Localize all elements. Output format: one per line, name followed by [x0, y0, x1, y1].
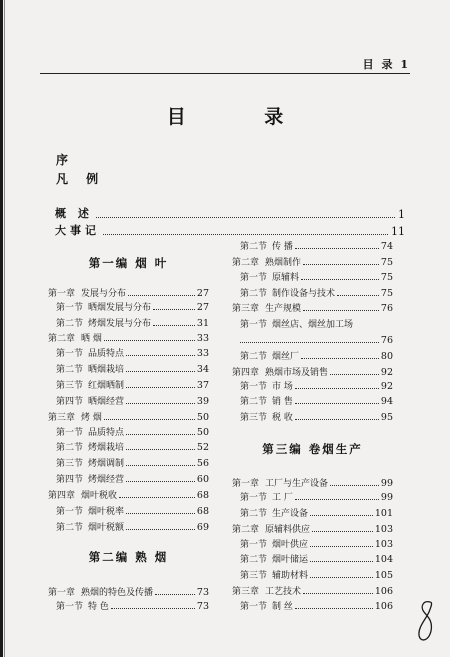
page-number: 33 — [196, 333, 209, 344]
leader-dots — [295, 419, 379, 420]
page-number: 50 — [196, 412, 209, 423]
page-spine — [0, 0, 3, 657]
toc-entry-section[interactable] — [232, 395, 393, 407]
toc-entry-section[interactable] — [48, 441, 209, 453]
entry-number: 第一章 — [48, 588, 76, 598]
leader-dots — [119, 497, 195, 498]
page-number: 39 — [196, 396, 209, 407]
entry-number: 第二节 — [56, 443, 84, 453]
entry-title: 工艺技术 — [265, 587, 302, 597]
page-number: 75 — [380, 272, 393, 283]
entry-title: 晒 烟 — [81, 334, 102, 344]
entry-number: 第二节 — [56, 319, 84, 329]
leader-dots — [126, 529, 195, 530]
page-number: 73 — [196, 587, 209, 598]
page-number: 75 — [380, 257, 393, 268]
toc-entry-section[interactable] — [232, 318, 393, 330]
toc-entry-section[interactable] — [232, 507, 393, 519]
entry-title: 传 播 — [272, 242, 293, 252]
entry-number: 第四章 — [232, 368, 260, 378]
leader-dots — [103, 234, 388, 235]
page-number: 92 — [380, 367, 393, 378]
leader-dots — [337, 295, 379, 296]
toc-entry-section[interactable] — [48, 347, 209, 359]
entry-number: 第三节 — [56, 459, 84, 469]
toc-entry-section[interactable] — [232, 538, 393, 550]
toc-entry-chapter[interactable] — [232, 366, 393, 378]
page-number: 76 — [380, 303, 393, 314]
page-spine-edge — [4, 0, 5, 657]
leader-dots — [310, 515, 373, 516]
entry-number: 第二章 — [232, 525, 260, 535]
toc-entry-section[interactable] — [232, 271, 393, 283]
leader-dots — [295, 248, 379, 249]
toc-entry-section[interactable] — [232, 491, 393, 503]
entry-number: 第二章 — [48, 334, 76, 344]
page-number: 95 — [380, 412, 393, 423]
entry-title: 烟丝店、烟丝加工场 — [272, 320, 354, 330]
header-rule — [40, 73, 410, 74]
entry-title: 发展与分布 — [81, 289, 127, 299]
entry-number: 第四章 — [48, 491, 76, 501]
entry-title: 烟丝厂 — [272, 352, 300, 362]
page-number: 37 — [196, 380, 209, 391]
leader-dots — [126, 355, 195, 356]
entry-title: 品质特点 — [88, 428, 125, 438]
leader-dots — [310, 546, 373, 547]
page-number: 33 — [196, 348, 209, 359]
entry-number: 第一节 — [56, 428, 84, 438]
entry-number: 第二节 — [56, 365, 84, 375]
leader-dots — [153, 325, 195, 326]
toc-entry-section[interactable] — [48, 317, 209, 329]
part-heading: 第一编 烟 叶 — [88, 256, 169, 270]
toc-entry-section[interactable] — [232, 553, 393, 565]
entry-title: 烟叶税收 — [81, 491, 118, 501]
handwritten-page-mark — [414, 598, 440, 646]
entry-title: 熟烟市场及销售 — [265, 368, 329, 378]
entry-number: 第二节 — [240, 352, 268, 362]
entry-title: 晒烟发展与分布 — [88, 303, 152, 313]
toc-entry-section[interactable] — [48, 363, 209, 375]
entry-number: 第三节 — [240, 571, 268, 581]
page-number: 27 — [196, 288, 209, 299]
toc-entry-section[interactable] — [232, 240, 393, 252]
page-number: 69 — [196, 522, 209, 533]
header-text: 目 录 1 — [362, 58, 410, 71]
entry-title: 烟叶税率 — [88, 507, 125, 517]
entry-title: 税 收 — [272, 413, 293, 423]
toc-entry-section[interactable] — [232, 380, 393, 392]
leader-dots — [126, 371, 195, 372]
guide-entry[interactable]: 凡 例 — [56, 172, 106, 186]
toc-entry-section[interactable] — [48, 473, 209, 485]
leader-dots — [126, 481, 195, 482]
page-number: 103 — [374, 524, 393, 535]
entry-label: 概 述 — [55, 207, 93, 220]
entry-title: 销 售 — [272, 397, 293, 407]
toc-entry-chapter[interactable] — [232, 256, 393, 268]
leader-dots — [128, 295, 195, 296]
leader-dots — [240, 342, 379, 343]
entry-number: 第二节 — [240, 509, 268, 519]
part-heading: 第二编 熟 烟 — [88, 550, 169, 564]
entry-title: 市 场 — [272, 382, 293, 392]
toc-entry-section[interactable] — [232, 600, 393, 612]
toc-entry-section[interactable] — [48, 521, 209, 533]
page-number: 101 — [374, 508, 393, 519]
entry-title: 烟叶税额 — [88, 523, 125, 533]
page-number: 80 — [380, 351, 393, 362]
entry-label: 大事记 — [55, 224, 100, 237]
leader-dots — [126, 387, 195, 388]
page-number: 73 — [196, 601, 209, 612]
entry-title: 辅助材料 — [272, 571, 309, 581]
page-number: 11 — [391, 225, 405, 238]
entry-number: 第一章 — [232, 479, 260, 489]
page-number: 50 — [196, 427, 209, 438]
leader-dots — [104, 419, 195, 420]
leader-dots — [301, 358, 379, 359]
entry-title: 制作设备与技术 — [272, 289, 336, 299]
entry-title: 烤烟经营 — [88, 475, 125, 485]
toc-entry-section[interactable] — [232, 350, 393, 362]
entry-title: 生产规模 — [265, 304, 302, 314]
entry-title: 烤 烟 — [81, 413, 102, 423]
toc-entry-continuation[interactable] — [232, 334, 393, 346]
toc-entry-chapter[interactable] — [232, 523, 393, 535]
toc-entry-section[interactable] — [48, 505, 209, 517]
toc-entry-section[interactable] — [48, 379, 209, 391]
entry-title: 烤烟发展与分布 — [88, 319, 152, 329]
toc-entry-section[interactable] — [48, 301, 209, 313]
page-number: 92 — [380, 381, 393, 392]
leader-dots — [295, 403, 379, 404]
entry-title: 晒烟经营 — [88, 397, 125, 407]
page-number: 106 — [374, 586, 393, 597]
toc-entry-chapter[interactable] — [48, 489, 209, 501]
entry-title: 晒烟栽培 — [88, 365, 125, 375]
leader-dots — [330, 485, 379, 486]
entry-title: 红烟晒制 — [88, 381, 125, 391]
leader-dots — [295, 608, 373, 609]
page-number: 56 — [196, 458, 209, 469]
entry-title: 原辅料供应 — [265, 525, 311, 535]
entry-number: 第三节 — [240, 413, 268, 423]
toc-entry-section[interactable] — [48, 600, 209, 612]
toc-entry-section[interactable] — [48, 395, 209, 407]
entry-number: 第四节 — [56, 397, 84, 407]
leader-dots — [330, 374, 379, 375]
entry-title: 熟烟的特色及传播 — [81, 588, 154, 598]
entry-number: 第一节 — [240, 493, 268, 503]
toc-entry-section[interactable] — [48, 457, 209, 469]
entry-number: 第三章 — [232, 587, 260, 597]
entry-number: 第一节 — [240, 540, 268, 550]
entry-title: 熟烟制作 — [265, 258, 302, 268]
entry-number: 第三章 — [48, 413, 76, 423]
leader-dots — [126, 513, 195, 514]
page-number: 104 — [374, 554, 393, 565]
entry-number: 第二节 — [240, 397, 268, 407]
entry-number: 第三章 — [232, 304, 260, 314]
part-heading: 第三编 卷烟生产 — [262, 442, 363, 456]
leader-dots — [295, 388, 379, 389]
page-number: 106 — [374, 601, 393, 612]
page-number: 94 — [380, 396, 393, 407]
page-number: 99 — [380, 492, 393, 503]
entry-title: 烟叶储运 — [272, 555, 309, 565]
leader-dots — [126, 465, 195, 466]
leader-dots — [104, 340, 195, 341]
entry-title: 烤烟栽培 — [88, 443, 125, 453]
leader-dots — [301, 279, 379, 280]
entry-number: 第一节 — [240, 382, 268, 392]
entry-title: 制 丝 — [272, 602, 293, 612]
toc-entry-chapter[interactable] — [48, 586, 209, 598]
entry-title: 工 厂 — [272, 493, 293, 503]
page-number: 31 — [196, 318, 209, 329]
entry-number: 第一章 — [48, 289, 76, 299]
entry-number: 第二节 — [240, 555, 268, 565]
leader-dots — [126, 449, 195, 450]
leader-dots — [111, 608, 195, 609]
entry-title: 工厂与生产设备 — [265, 479, 329, 489]
page-number: 68 — [196, 490, 209, 501]
preface-entry[interactable]: 序 — [56, 153, 76, 167]
leader-dots — [155, 594, 195, 595]
page-number: 27 — [196, 302, 209, 313]
toc-entry-overview[interactable] — [55, 207, 405, 221]
toc-entry-chapter[interactable] — [48, 287, 209, 299]
running-header — [40, 58, 410, 76]
entry-number: 第一节 — [240, 320, 268, 330]
entry-number: 第一节 — [56, 303, 84, 313]
leader-dots — [295, 499, 379, 500]
entry-number: 第一节 — [240, 273, 268, 283]
entry-title: 特 色 — [88, 602, 109, 612]
toc-entry-section[interactable] — [48, 426, 209, 438]
entry-number: 第四节 — [56, 475, 84, 485]
entry-number: 第一节 — [56, 349, 84, 359]
leader-dots — [126, 403, 195, 404]
entry-number: 第三节 — [56, 381, 84, 391]
leader-dots — [126, 434, 195, 435]
entry-title: 生产设备 — [272, 509, 309, 519]
page-number: 75 — [380, 288, 393, 299]
page-number: 76 — [380, 335, 393, 346]
entry-number: 第二节 — [56, 523, 84, 533]
entry-title: 烤烟调制 — [88, 459, 125, 469]
toc-entry-section[interactable] — [232, 287, 393, 299]
leader-dots — [310, 577, 373, 578]
toc-entry-section[interactable] — [232, 569, 393, 581]
page-number: 34 — [196, 364, 209, 375]
page-number: 74 — [380, 241, 393, 252]
leader-dots — [153, 309, 195, 310]
page-number: 105 — [374, 570, 393, 581]
leader-dots — [312, 531, 373, 532]
entry-number: 第一节 — [56, 602, 84, 612]
toc-entry-chapter[interactable] — [232, 302, 393, 314]
entry-number: 第一节 — [56, 507, 84, 517]
leader-dots — [303, 264, 379, 265]
entry-number: 第二节 — [240, 289, 268, 299]
page-number: 99 — [380, 478, 393, 489]
toc-entry-chronicle[interactable] — [55, 224, 405, 238]
entry-title: 原辅料 — [272, 273, 300, 283]
toc-entry-chapter[interactable] — [48, 411, 209, 423]
page-number: 60 — [196, 474, 209, 485]
page-title: 目 录 — [166, 106, 320, 128]
page-number: 103 — [374, 539, 393, 550]
toc-entry-chapter[interactable] — [48, 332, 209, 344]
entry-number: 第二章 — [232, 258, 260, 268]
page-number: 68 — [196, 506, 209, 517]
entry-number: 第二节 — [240, 242, 268, 252]
toc-entry-chapter[interactable] — [232, 585, 393, 597]
toc-entry-section[interactable] — [232, 411, 393, 423]
page-number: 1 — [398, 208, 405, 221]
entry-title: 品质特点 — [88, 349, 125, 359]
entry-title: 烟叶供应 — [272, 540, 309, 550]
leader-dots — [303, 593, 373, 594]
leader-dots — [96, 217, 395, 218]
leader-dots — [303, 310, 379, 311]
entry-number: 第一节 — [240, 602, 268, 612]
page-number: 52 — [196, 442, 209, 453]
toc-entry-chapter[interactable] — [232, 477, 393, 489]
leader-dots — [310, 561, 373, 562]
